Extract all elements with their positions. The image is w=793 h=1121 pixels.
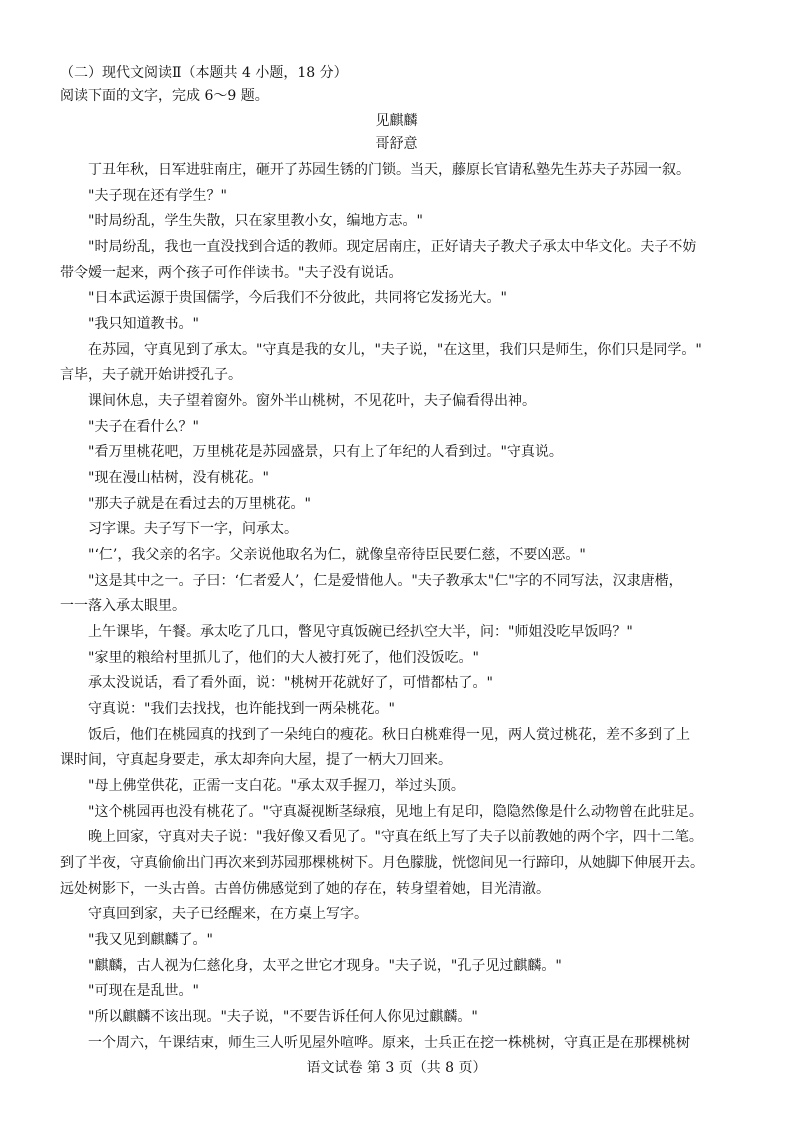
page-footer: 语文试卷 第 3 页（共 8 页） — [306, 1060, 487, 1076]
article-title: 见麒麟 — [375, 113, 418, 129]
paragraph-line: "我又见到麒麟了。" — [88, 932, 213, 948]
paragraph-line: "这是其中之一。子曰：‘仁者爱人’，仁是爱惜他人。"夫子教承太"仁"字的不同写法，汉隶唐楷， — [88, 573, 683, 589]
paragraph-line: 守真说："我们去找找，也许能找到一两朵桃花。" — [88, 701, 395, 717]
paragraph-line: 一一落入承太眼里。 — [60, 598, 186, 614]
paragraph-line: "现在漫山枯树，没有桃花。" — [88, 470, 269, 486]
paragraph-line: 饭后，他们在桃园真的找到了一朵纯白的瘦花。秋日白桃难得一见，两人赏过桃花，差不多到了上 — [88, 727, 690, 743]
paragraph-line: 在苏园，守真见到了承太。"守真是我的女儿，"夫子说，"在这里，我们只是师生，你们只是同学。" — [88, 342, 702, 358]
paragraph-line: "时局纷乱，我也一直没找到合适的教师。现定居南庄，正好请夫子教犬子承太中华文化。夫子不妨 — [88, 239, 697, 255]
paragraph-line: "日本武运源于贵国儒学，今后我们不分彼此，共同将它发扬光大。" — [88, 290, 507, 306]
paragraph-line: 到了半夜，守真偷偷出门再次来到苏园那棵桃树下。月色朦胧，恍惚间见一行蹄印，从她脚下伸展开去。 — [60, 855, 704, 871]
paragraph-line: "‘仁’，我父亲的名字。父亲说他取名为仁，就像皇帝待臣民要仁慈，不要凶恶。" — [88, 547, 586, 563]
paragraph-line: 言毕，夫子就开始讲授孔子。 — [60, 367, 242, 383]
paragraph-line: "夫子现在还有学生？" — [88, 188, 227, 204]
paragraph-line: 一个周六，午课结束，师生三人听见屋外喧哗。原来，士兵正在挖一株桃树，守真正是在那棵桃树 — [88, 1035, 690, 1051]
paragraph-line: 晚上回家，守真对夫子说："我好像又看见了。"守真在纸上写了夫子以前教她的两个字，四十二笔。 — [88, 829, 703, 845]
paragraph-line: "所以麒麟不该出现。"夫子说，"不要告诉任何人你见过麒麟。" — [88, 1009, 478, 1025]
paragraph-line: 上午课毕，午餐。承太吃了几口，瞥见守真饭碗已经扒空大半，问："师姐没吃早饭吗？" — [88, 624, 633, 640]
instruction: 阅读下面的文字，完成 6～9 题。 — [60, 88, 269, 104]
paragraph-line: "那夫子就是在看过去的万里桃花。" — [88, 496, 311, 512]
paragraph-line: 守真回到家，夫子已经醒来，在方桌上写字。 — [88, 906, 368, 922]
paragraph-line: "家里的粮给村里抓儿了，他们的大人被打死了，他们没饭吃。" — [88, 650, 479, 666]
paragraph-line: 远处树影下，一头古兽。古兽仿佛感觉到了她的存在，转身望着她，目光清澈。 — [60, 881, 550, 897]
paragraph-line: "我只知道教书。" — [88, 316, 199, 332]
article-author: 哥舒意 — [375, 136, 418, 152]
paragraph-line: "这个桃园再也没有桃花了。"守真凝视断茎绿痕，见地上有足印，隐隐然像是什么动物曾在此驻足。 — [88, 804, 703, 820]
paragraph-line: 丁丑年秋，日军进驻南庄，砸开了苏园生锈的门锁。当天，藤原长官请私塾先生苏夫子苏园一叙。 — [88, 162, 690, 178]
paragraph-line: 承太没说话，看了看外面，说："桃树开花就好了，可惜都枯了。" — [88, 675, 493, 691]
paragraph-line: "看万里桃花吧，万里桃花是苏园盛景，只有上了年纪的人看到过。"守真说。 — [88, 444, 563, 460]
paragraph-line: "母上佛堂供花，正需一支白花。"承太双手握刀，举过头顶。 — [88, 778, 465, 794]
section-heading: （二）现代文阅读Ⅱ（本题共 4 小题，18 分） — [60, 65, 348, 81]
paragraph-line: 课时间，守真起身要走，承太却奔向大屋，提了一柄大刀回来。 — [60, 752, 452, 768]
paragraph-line: 课间休息，夫子望着窗外。窗外半山桃树，不见花叶，夫子偏看得出神。 — [88, 393, 536, 409]
paragraph-line: 带令嫒一起来，两个孩子可作伴读书。"夫子没有说话。 — [60, 265, 403, 281]
paragraph-line: "可现在是乱世。" — [88, 983, 199, 999]
paragraph-line: "麒麟，古人视为仁慈化身，太平之世它才现身。"夫子说，"孔子见过麒麟。" — [88, 958, 562, 974]
paragraph-line: 习字课。夫子写下一字，问承太。 — [88, 521, 298, 537]
paragraph-line: "夫子在看什么？" — [88, 419, 199, 435]
paragraph-line: "时局纷乱，学生失散，只在家里教小女，编地方志。" — [88, 213, 423, 229]
